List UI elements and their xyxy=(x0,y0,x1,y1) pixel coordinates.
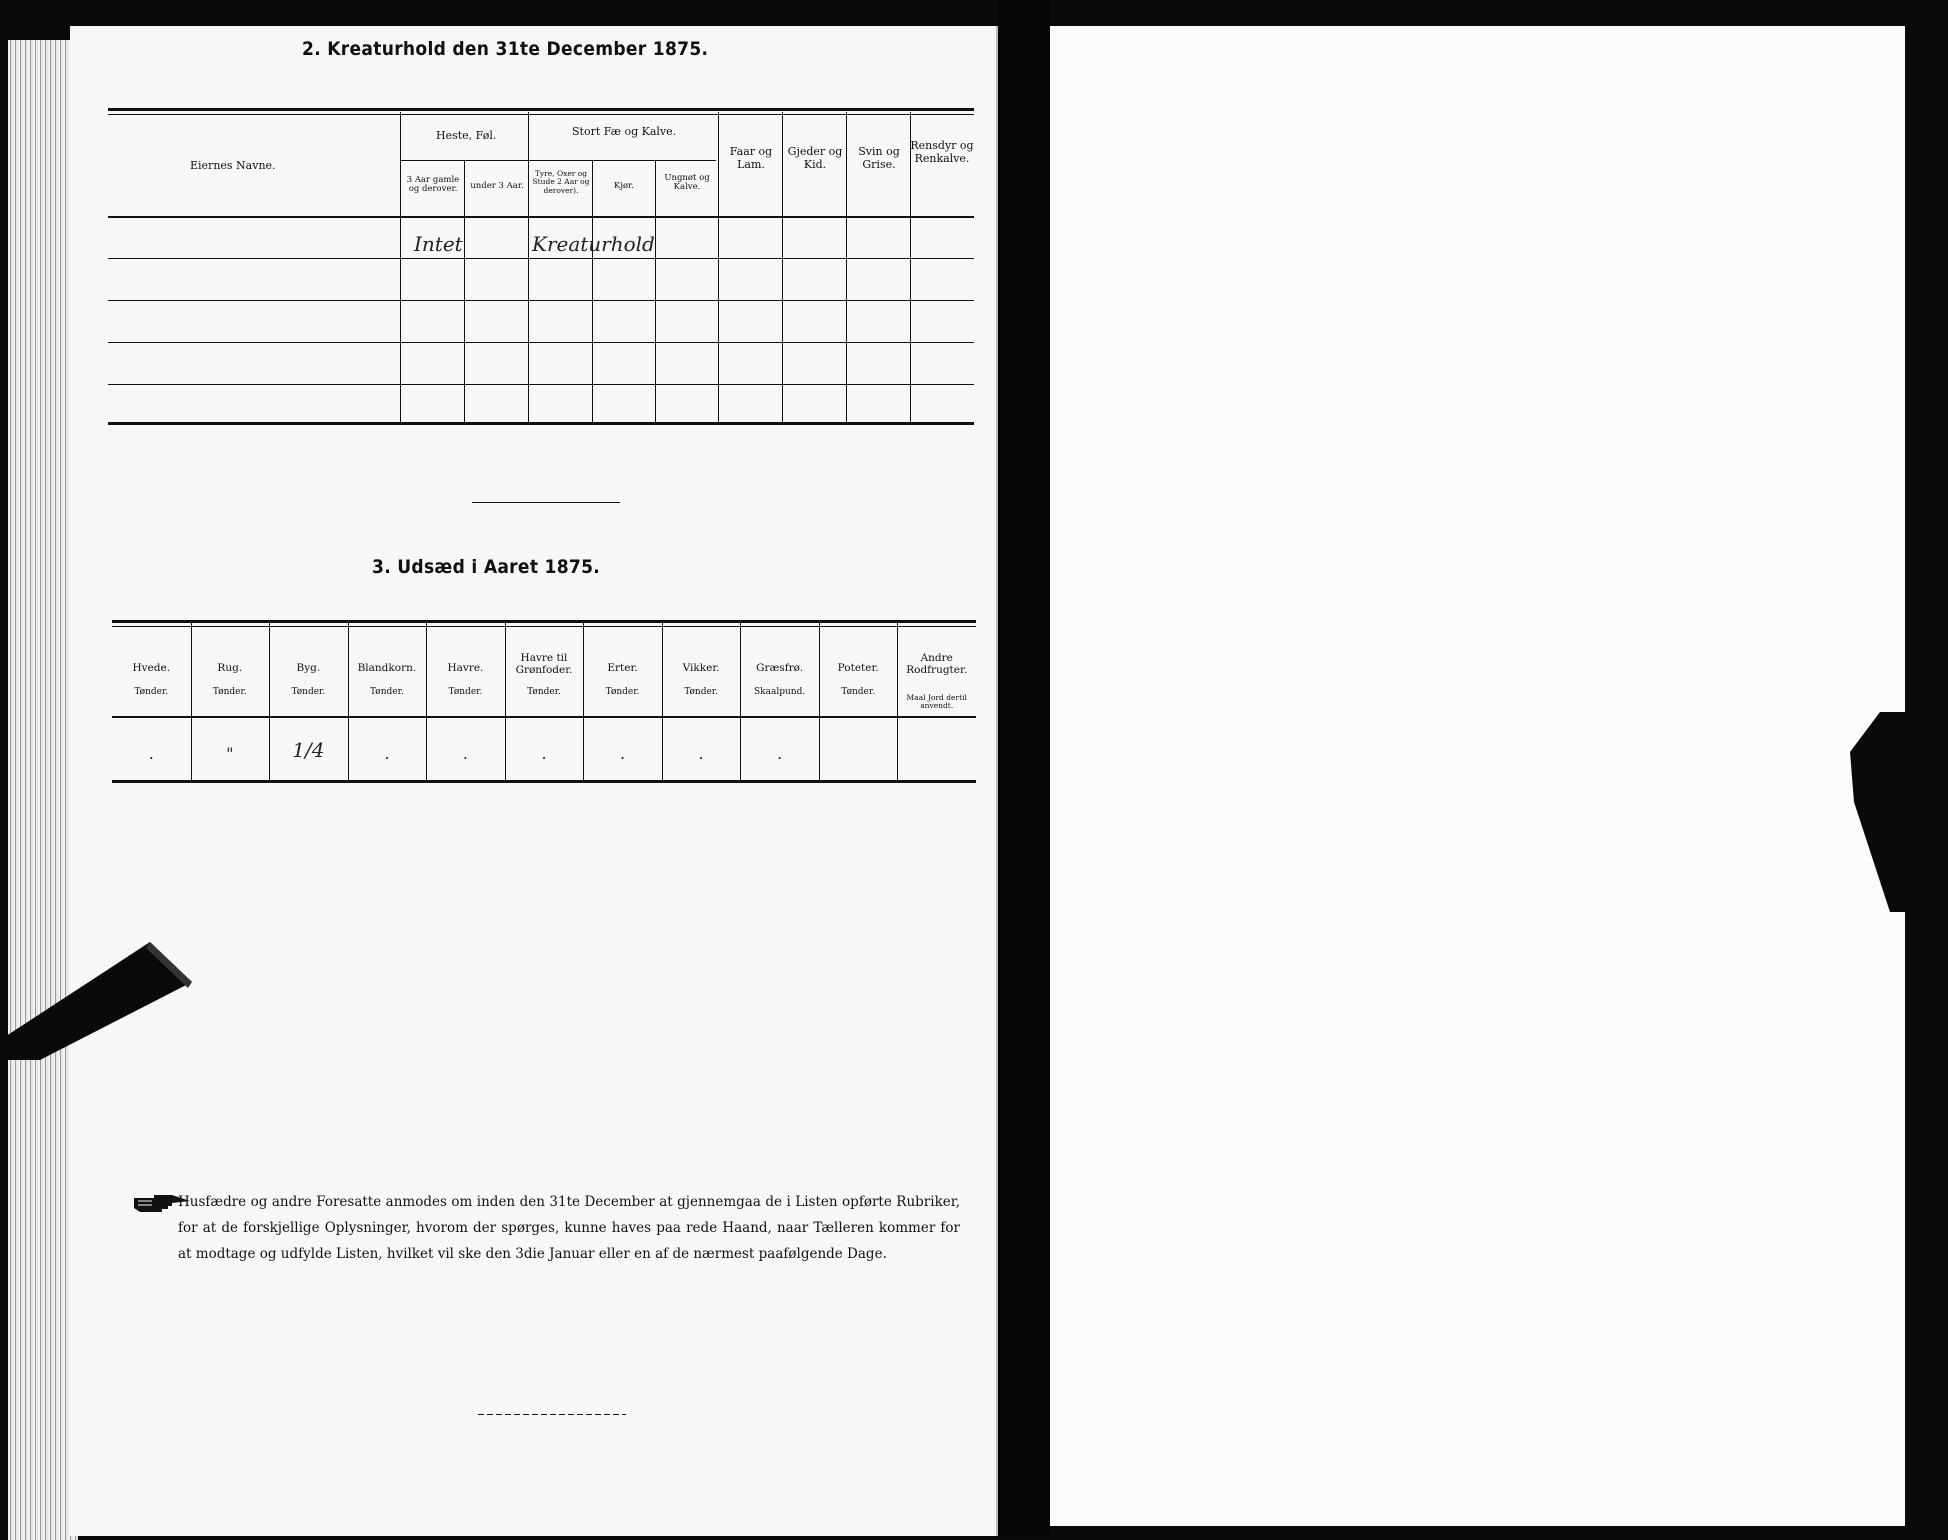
table3-col-unit: Tønder. xyxy=(605,687,640,697)
right-page-clip xyxy=(1850,712,1948,912)
table3-col-header: Hvede. xyxy=(132,662,171,674)
table3-col-unit: Tønder. xyxy=(841,687,876,697)
right-page-blank xyxy=(1050,26,1905,1526)
cattle-col-cows: Kjør. xyxy=(614,181,634,191)
table3-cell-value: " xyxy=(226,744,234,763)
pigs-header: Svin og Grise. xyxy=(858,145,900,171)
book-gutter xyxy=(998,0,1050,1536)
table2-col-line xyxy=(846,112,847,422)
page-stack-edge xyxy=(8,40,78,1540)
table3-cell-value: 1/4 xyxy=(292,738,325,762)
table3-cell-value: . xyxy=(777,744,783,763)
table3-cell-value: . xyxy=(384,744,390,763)
table3-top-rule-thin xyxy=(112,626,976,627)
table2-row-rule xyxy=(108,342,974,343)
table2-header-rule xyxy=(108,216,974,218)
table3-top-rule xyxy=(112,620,976,623)
table3-cell-value: . xyxy=(541,744,547,763)
notice-text: Husfædre og andre Foresatte anmodes om inden den 31te December at gjennemgaa de i Listen opførte Rubriker, for at de forskjellige Oplysninger, hvorom der spørges, kunne haves paa rede Haand, naar Tælleren kommer for at modtage og udfylde Listen, hvilket vil ske den 3die Januar eller en af de nærmest paafølgende Dage. xyxy=(178,1194,960,1262)
cattle-col-bulls: Tyre, Oxer og Stude 2 Aar og derover). xyxy=(532,169,590,195)
section-divider xyxy=(478,1414,626,1415)
goats-header: Gjeder og Kid. xyxy=(787,145,843,171)
table2-col-line xyxy=(592,160,593,422)
table3-col-header: Græsfrø. xyxy=(756,662,804,674)
table2-col-line xyxy=(718,112,719,422)
table2-col-line xyxy=(528,112,529,422)
table3-col-unit: Tønder. xyxy=(527,687,561,697)
table2-col-line xyxy=(464,160,465,422)
table2-top-rule-thin xyxy=(108,114,974,115)
table2-col-line xyxy=(782,112,783,422)
table3-header-rule xyxy=(112,716,976,718)
handwritten-kreaturhold: Kreaturhold xyxy=(532,232,655,256)
table3-col-unit: Tønder. xyxy=(212,687,247,697)
table3-col-unit: Tønder. xyxy=(291,687,326,697)
table3-col-unit: Tønder. xyxy=(370,687,404,697)
table3-col-header: Vikker. xyxy=(682,662,720,674)
table3-col-header: Poteter. xyxy=(837,662,879,674)
table3-bottom-rule xyxy=(112,780,976,783)
table3-col-header: Havre. xyxy=(447,662,484,674)
table3-col-unit: Tønder. xyxy=(448,687,483,697)
section-3-title: 3. Udsæd i Aaret 1875. xyxy=(372,556,601,578)
table2-col-line xyxy=(400,112,401,422)
table3-cell-value: . xyxy=(698,744,704,763)
table3-cell-value: . xyxy=(462,744,468,763)
owner-names-header: Eiernes Navne. xyxy=(190,159,276,172)
table3-col-unit: Skaalpund. xyxy=(754,687,806,697)
table3-col-line xyxy=(819,623,820,780)
table2-bottom-rule xyxy=(108,422,974,425)
table2-row-rule xyxy=(108,384,974,385)
table2-top-rule xyxy=(108,108,974,111)
cattle-col-young: Ungnøt og Kalve. xyxy=(664,173,710,193)
table3-col-unit: Tønder. xyxy=(134,687,169,697)
handwritten-intet: Intet xyxy=(414,232,463,256)
horses-col-3yrs: 3 Aar gamle og derover. xyxy=(406,175,460,195)
table3-col-header: Blandkorn. xyxy=(357,662,417,674)
table2-cattle-subrule xyxy=(528,160,716,161)
table2-row-rule xyxy=(108,300,974,301)
horses-col-under3: under 3 Aar. xyxy=(470,181,524,191)
table3-col-unit: Maal Jord dertil anvendt. xyxy=(906,693,967,711)
table2-row-rule xyxy=(108,258,974,259)
table3-col-header: Byg. xyxy=(296,662,321,674)
sheep-header: Faar og Lam. xyxy=(729,145,773,171)
table3-cell-value: . xyxy=(619,744,626,763)
horses-header: Heste, Føl. xyxy=(436,129,497,142)
table3-col-header: Andre Rodfrugter. xyxy=(906,652,968,677)
table3-col-unit: Tønder. xyxy=(684,687,718,697)
table3-cell-value: . xyxy=(148,744,154,763)
table2-col-line xyxy=(655,160,656,422)
table3-col-header: Erter. xyxy=(607,662,638,674)
reindeer-header: Rensdyr og Renkalve. xyxy=(910,139,974,165)
cattle-header: Stort Fæ og Kalve. xyxy=(572,125,677,138)
section-divider xyxy=(472,502,620,503)
table3-col-header: Rug. xyxy=(217,662,243,674)
table3-col-header: Havre til Grønfoder. xyxy=(515,652,573,677)
section-2-title: 2. Kreaturhold den 31te December 1875. xyxy=(302,38,709,60)
binder-clip xyxy=(0,940,200,1060)
